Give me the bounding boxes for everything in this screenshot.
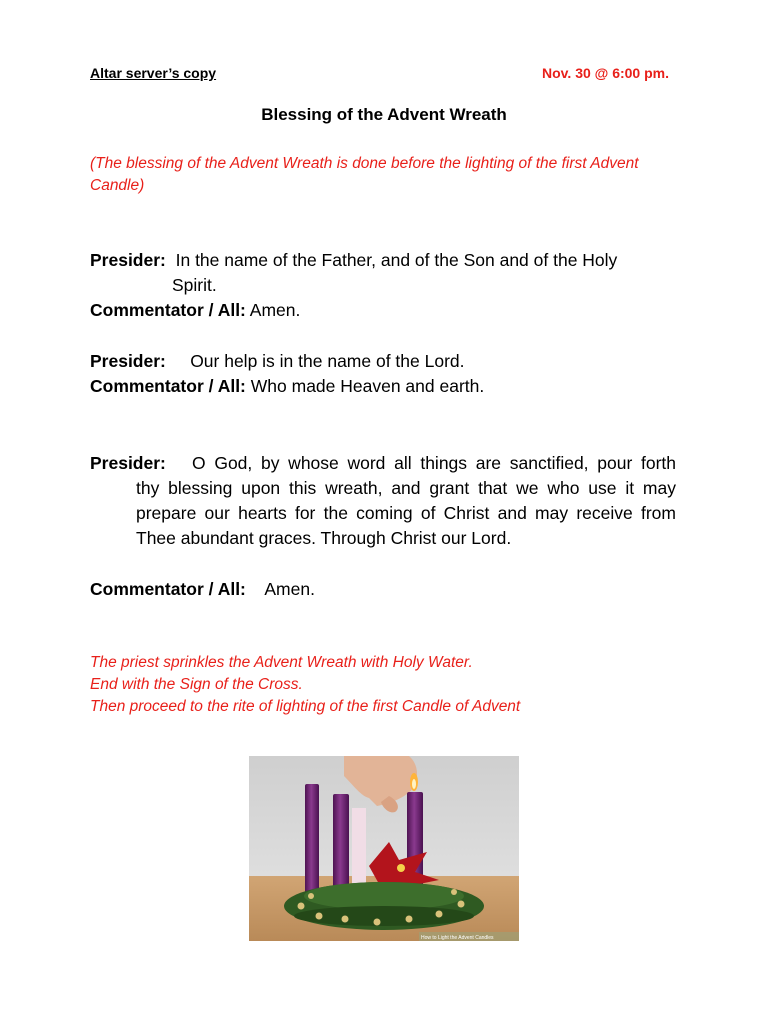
dialogue-line-1-cont: Spirit. xyxy=(172,275,217,295)
dialogue-text: Amen. xyxy=(249,300,301,320)
speaker-label: Presider: xyxy=(90,453,166,473)
dialogue-line-6 xyxy=(90,577,315,602)
advent-wreath-illustration xyxy=(249,756,519,941)
dialogue-text: Our help is in the name of the Lord. xyxy=(190,351,465,371)
prayer-block xyxy=(90,451,676,551)
dialogue-line-1 xyxy=(90,248,617,273)
service-date: Nov. 30 @ 6:00 pm. xyxy=(542,65,669,81)
prayer-first-line: O God, by whose word all things are sanctified, pour forth xyxy=(192,453,676,473)
dialogue-line-3 xyxy=(90,349,465,374)
advent-wreath-photo xyxy=(249,756,519,941)
dialogue-text: In the name of the Father, and of the Son and of the Holy xyxy=(175,250,618,270)
intro-rubric: (The blessing of the Advent Wreath is done before the lighting of the first Advent Candle) xyxy=(90,155,639,194)
closing-note: Then proceed to the rite of lighting of the first Candle of Advent xyxy=(90,698,521,715)
closing-rubrics xyxy=(90,652,520,718)
dialogue-line-2 xyxy=(90,298,300,323)
dialogue-line-4 xyxy=(90,374,484,399)
speaker-label: Commentator / All: xyxy=(90,376,246,396)
speaker-label: Commentator / All: xyxy=(90,300,246,320)
closing-note: The priest sprinkles the Advent Wreath with Holy Water. xyxy=(90,654,473,671)
photo-caption: How to Light the Advent Candles xyxy=(421,935,494,941)
speaker-label: Presider: xyxy=(90,351,166,371)
speaker-label: Presider: xyxy=(90,250,166,270)
closing-note: End with the Sign of the Cross. xyxy=(90,676,303,693)
prayer-text: thy blessing upon this wreath, and grant that we who use it may prepare our hearts for the coming of Christ and may receive from Thee abundant graces. Through Christ our Lord. xyxy=(136,478,676,548)
speaker-label: Commentator / All: xyxy=(90,579,246,599)
dialogue-text: Amen. xyxy=(264,579,315,599)
dialogue-text: Who made Heaven and earth. xyxy=(250,376,485,396)
page-title: Blessing of the Advent Wreath xyxy=(261,105,507,124)
copy-label: Altar server’s copy xyxy=(90,65,217,81)
